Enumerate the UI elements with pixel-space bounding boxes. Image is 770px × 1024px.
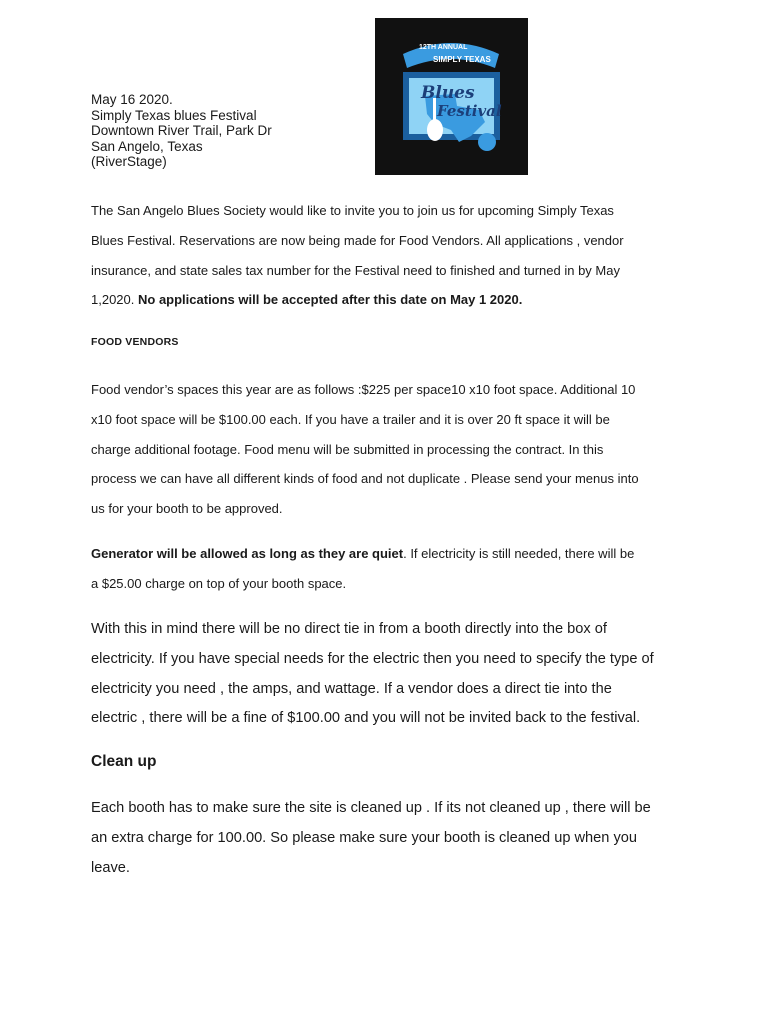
event-name: Simply Texas blues Festival — [91, 107, 257, 123]
food-vendors-line: us for your booth to be approved. — [91, 501, 283, 517]
generator-text: . If electricity is still needed, there will be — [403, 546, 635, 561]
generator-line: a $25.00 charge on top of your booth space. — [91, 575, 347, 591]
cleanup-line: an extra charge for 100.00. So please make sure your booth is cleaned up when you — [91, 829, 637, 846]
food-vendors-heading: FOOD VENDORS — [91, 336, 179, 348]
event-stage: (RiverStage) — [91, 154, 167, 170]
food-vendors-line: x10 foot space will be $100.00 each. If you have a trailer and it is over 20 ft space it will be — [91, 411, 610, 427]
food-vendors-line: Food vendor’s spaces this year are as follows :$225 per space10 x10 foot space. Additional 10 — [91, 382, 636, 397]
cleanup-line: leave. — [91, 859, 130, 876]
generator-rule: Generator will be allowed as long as they are quiet — [91, 546, 404, 561]
electric-paragraph — [91, 615, 681, 734]
intro-date-text: 1,2020. — [91, 292, 138, 308]
script-festival: Festival — [437, 102, 502, 120]
small-emblem — [478, 133, 496, 151]
cleanup-paragraph — [91, 794, 681, 883]
food-vendors-line: charge additional footage. Food menu will be submitted in processing the contract. In this — [91, 441, 604, 457]
food-vendors-paragraph — [91, 375, 681, 524]
banner-name-text: SIMPLY TEXAS — [433, 55, 491, 64]
electric-line: electric , there will be a fine of $100.00 and you will not be invited back to the festival. — [91, 710, 641, 727]
electric-line: With this in mind there will be no direct tie in from a booth directly into the box of — [91, 621, 607, 637]
food-vendors-line: process we can have all different kinds of food and not duplicate . Please send your menus into — [91, 471, 639, 487]
generator-paragraph — [91, 539, 681, 599]
cleanup-line: Each booth has to make sure the site is cleaned up . If its not cleaned up , there will be — [91, 800, 651, 816]
script-blues: Blues — [421, 83, 475, 103]
letter-date: May 16 2020. — [91, 92, 173, 107]
address-block — [91, 92, 272, 170]
festival-logo — [375, 18, 528, 175]
electric-line: electricity you need , the amps, and wattage. If a vendor does a direct tie into the — [91, 680, 612, 697]
event-street: Downtown River Trail, Park Dr — [91, 123, 272, 139]
intro-line: insurance, and state sales tax number for the Festival need to finished and turned in by May — [91, 262, 620, 278]
intro-line: Blues Festival. Reservations are now being made for Food Vendors. All applications , vendor — [91, 232, 624, 248]
deadline-notice: No applications will be accepted after this date on May 1 2020. — [138, 292, 523, 308]
cleanup-heading: Clean up — [91, 753, 157, 770]
intro-line — [91, 285, 681, 315]
electric-line: electricity. If you have special needs for the electric then you need to specify the type of — [91, 650, 654, 667]
event-city: San Angelo, Texas — [91, 138, 203, 154]
banner-top-text: 12TH ANNUAL — [419, 44, 468, 51]
festival-logo-art — [375, 18, 528, 175]
generator-line — [91, 539, 681, 569]
intro-line: The San Angelo Blues Society would like to invite you to join us for upcoming Simply Texas — [91, 203, 614, 218]
intro-paragraph — [91, 196, 681, 315]
